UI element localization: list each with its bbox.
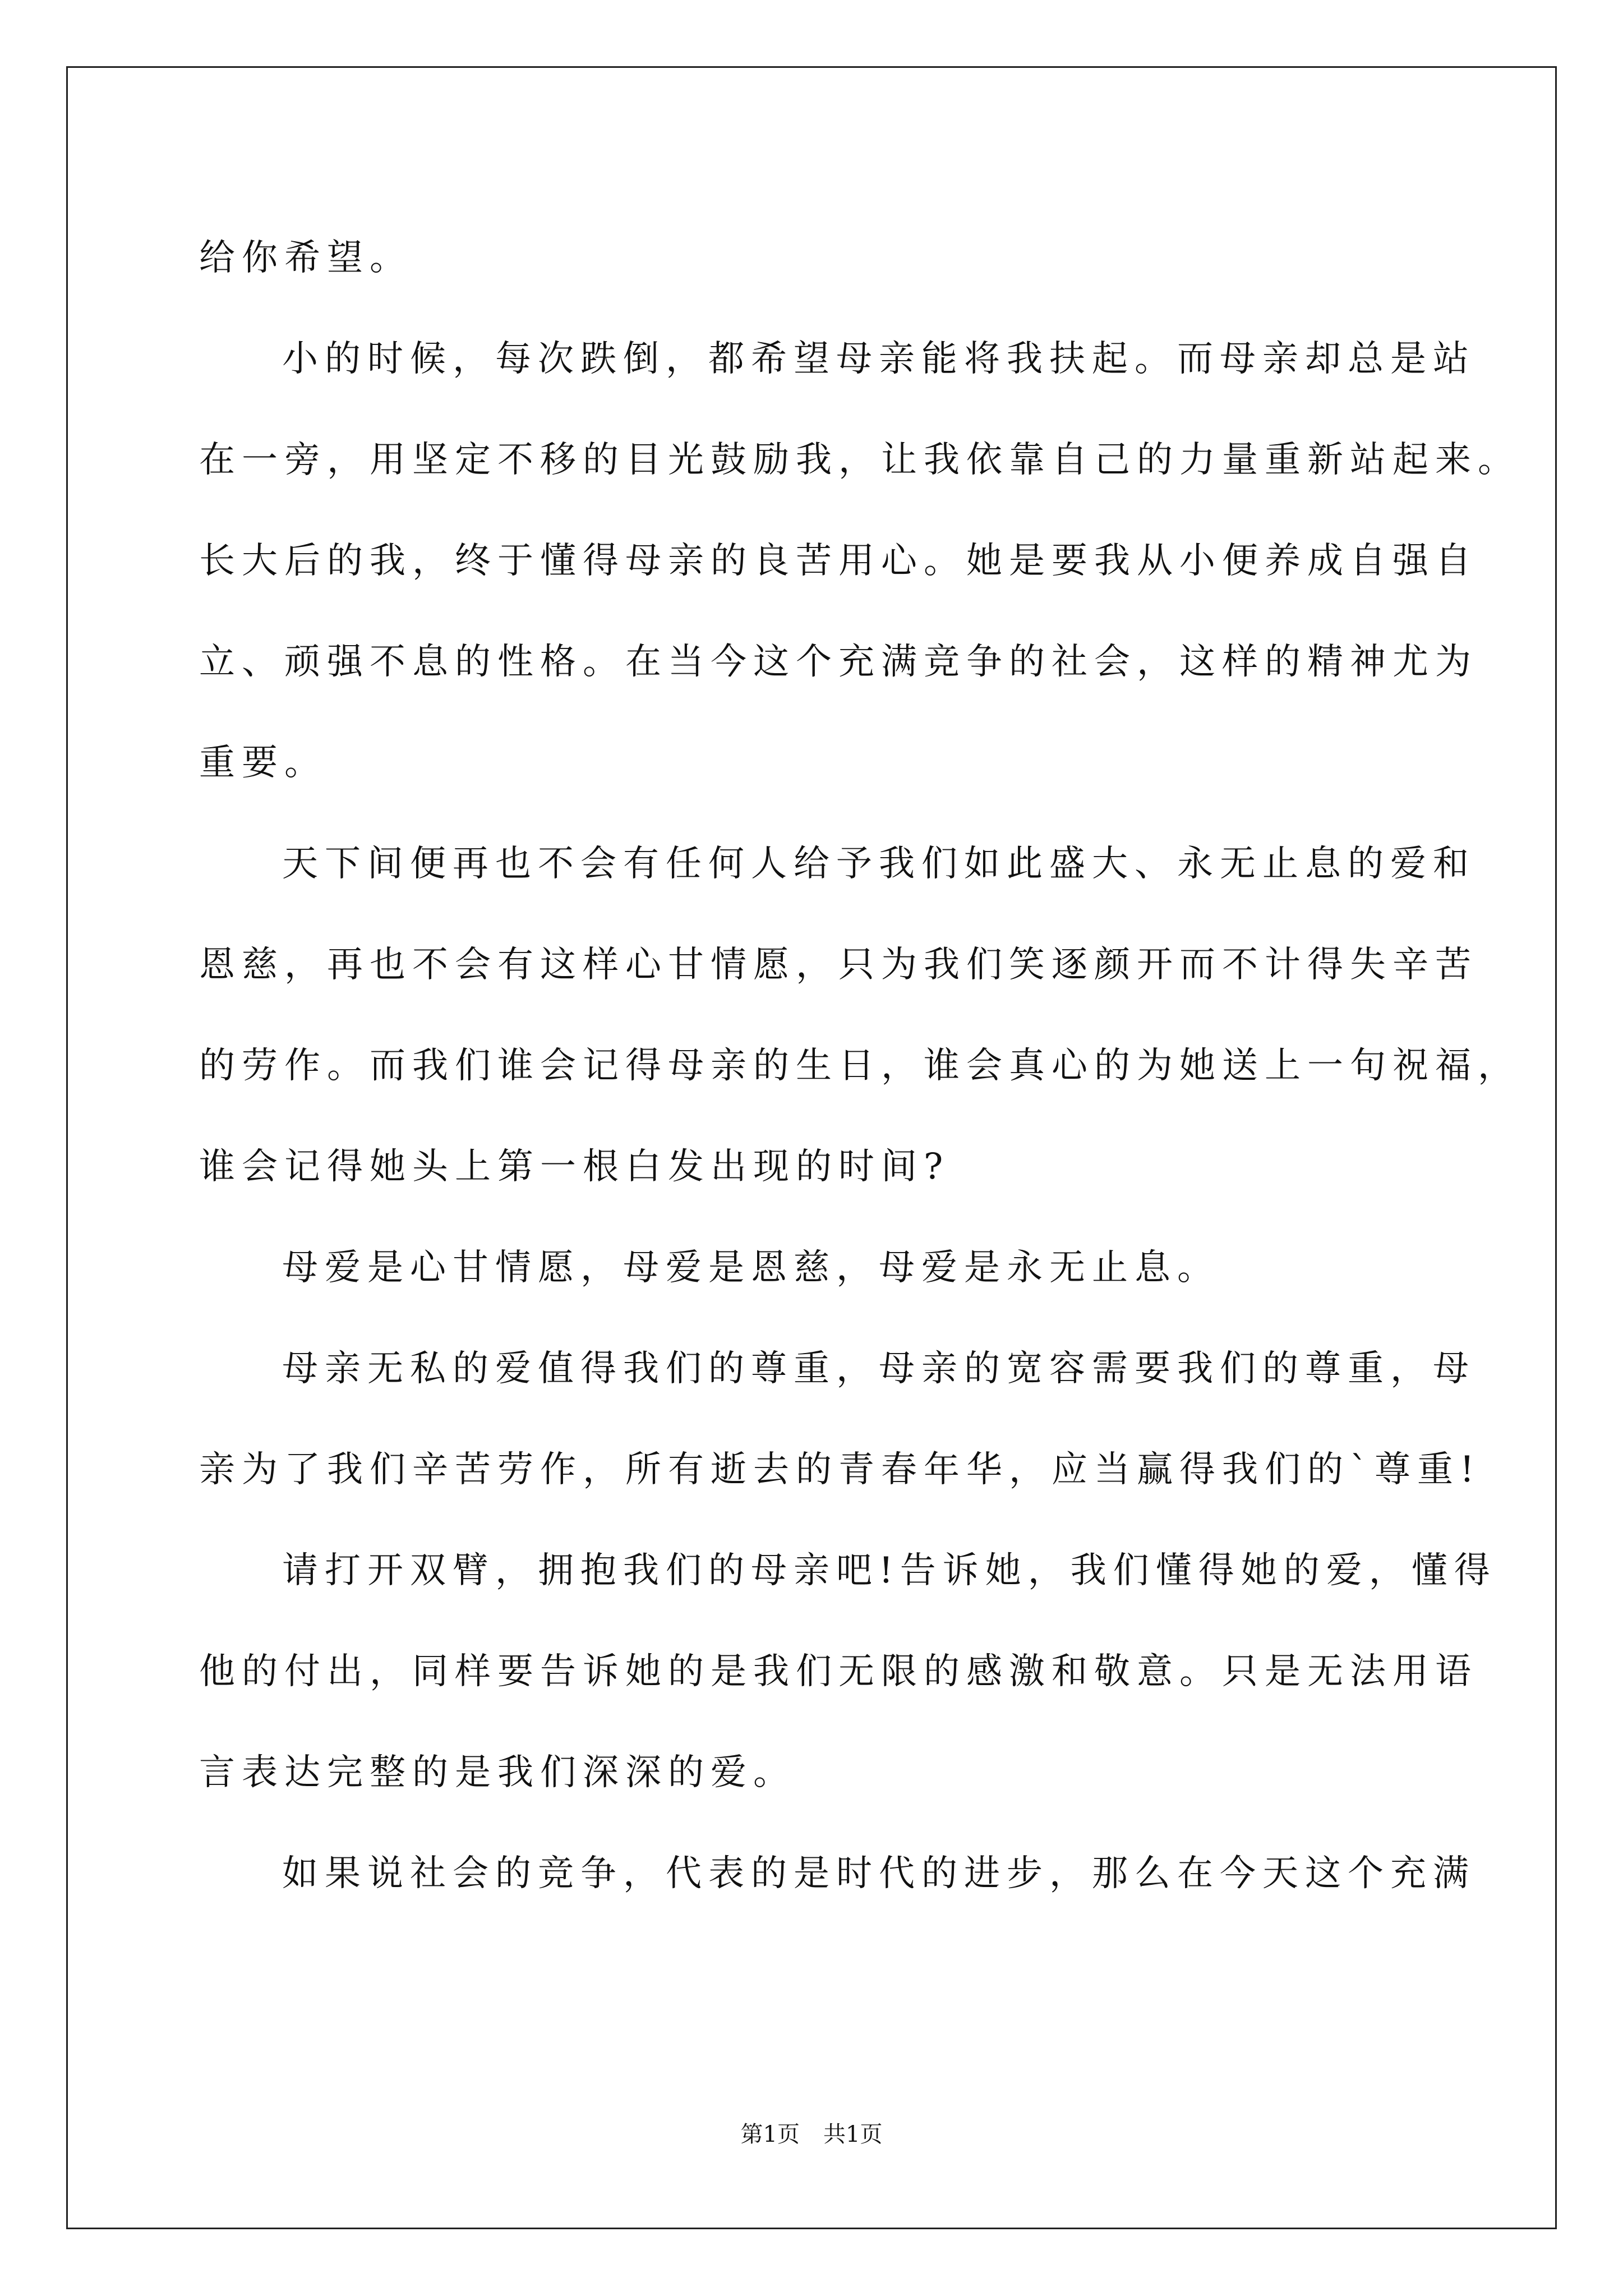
paragraph-6 — [199, 1520, 1497, 1823]
paragraph-4 — [199, 1217, 1424, 1318]
text-line: 小的时候，每次跌倒，都希望母亲能将我扶起。而母亲却总是站 — [282, 338, 1476, 380]
page-footer — [0, 2120, 1623, 2148]
text-line: 恩慈，再也不会有这样心甘情愿，只为我们笑逐颜开而不计得失辛苦 — [199, 944, 1478, 986]
text-line: 如果说社会的竞争，代表的是时代的进步，那么在今天这个充满 — [282, 1853, 1476, 1894]
text-line: 母亲无私的爱值得我们的尊重，母亲的宽容需要我们的尊重，母 — [282, 1348, 1476, 1389]
text-line: 在一旁，用坚定不移的目光鼓励我，让我依靠自己的力量重新站起来。 — [199, 439, 1520, 481]
text-line: 天下间便再也不会有任何人给予我们如此盛大、永无止息的爱和 — [282, 843, 1476, 885]
text-line: 谁会记得她头上第一根白发出现的时间? — [199, 1146, 950, 1188]
paragraph-3 — [199, 813, 1520, 1217]
text-line: 亲为了我们辛苦劳作，所有逝去的青春年华，应当赢得我们的`尊重! — [199, 1449, 1481, 1490]
page-number: 第1页 — [740, 2122, 800, 2147]
paragraph-1 — [199, 208, 1424, 309]
text-line: 重要。 — [199, 742, 327, 784]
document-body — [199, 208, 1520, 1924]
page-total: 共1页 — [823, 2122, 883, 2147]
text-line: 母爱是心甘情愿，母爱是恩慈，母爱是永无止息。 — [282, 1247, 1220, 1289]
text-line: 言表达完整的是我们深深的爱。 — [199, 1752, 796, 1793]
paragraph-5 — [199, 1318, 1481, 1520]
text-line: 给你希望。 — [199, 237, 412, 279]
text-line: 长大后的我，终于懂得母亲的良苦用心。她是要我从小便养成自强自 — [199, 540, 1478, 582]
paragraph-7 — [199, 1823, 1476, 1924]
paragraph-2 — [199, 309, 1520, 813]
text-line: 立、顽强不息的性格。在当今这个充满竞争的社会，这样的精神尤为 — [199, 641, 1478, 683]
text-line: 请打开双臂，拥抱我们的母亲吧!告诉她，我们懂得她的爱，懂得 — [282, 1550, 1497, 1591]
text-line: 他的付出，同样要告诉她的是我们无限的感激和敬意。只是无法用语 — [199, 1651, 1478, 1692]
text-line: 的劳作。而我们谁会记得母亲的生日，谁会真心的为她送上一句祝福， — [199, 1045, 1520, 1087]
